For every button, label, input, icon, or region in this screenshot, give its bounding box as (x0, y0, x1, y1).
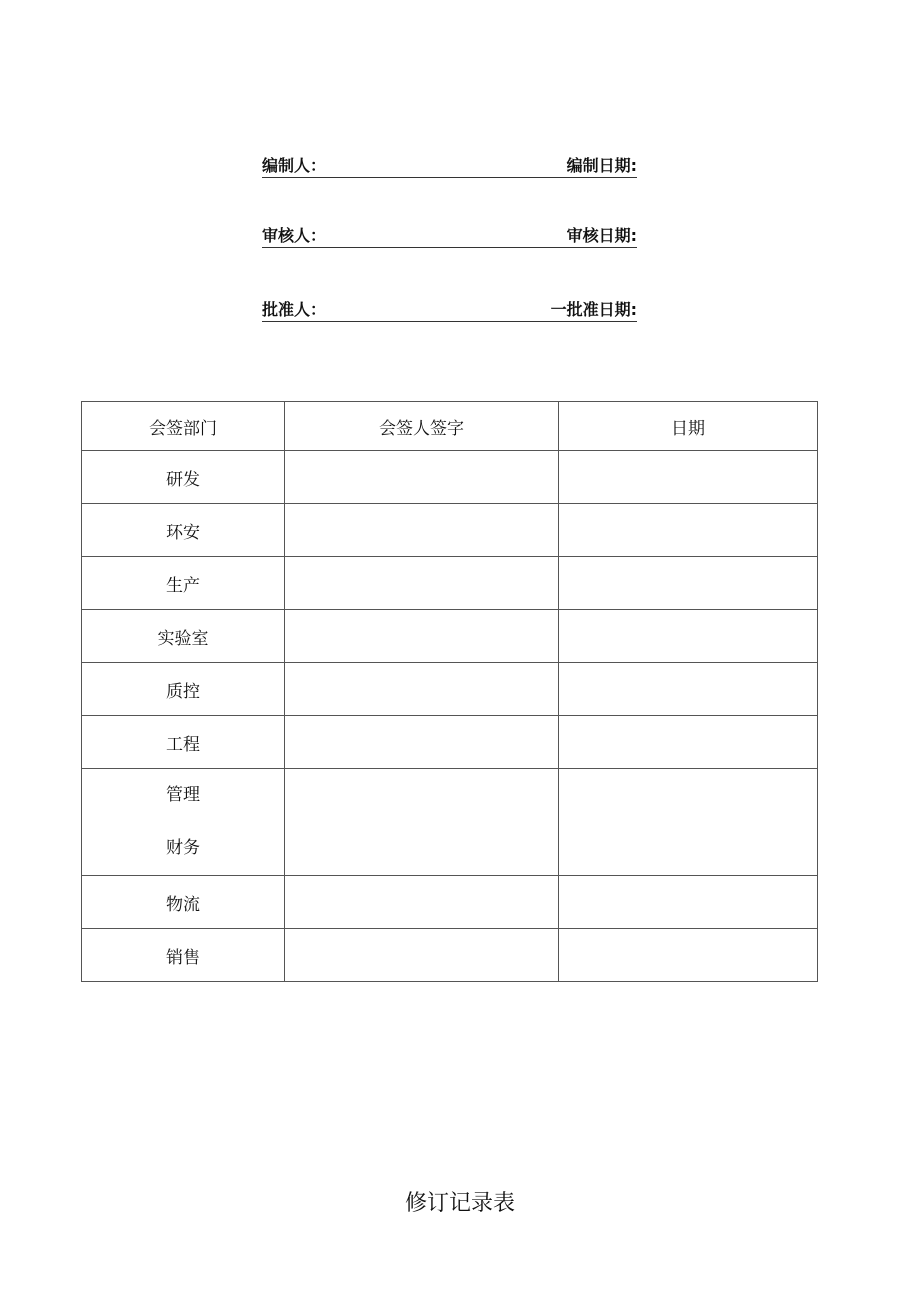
table-row (82, 504, 818, 557)
department-cell-stacked (82, 769, 285, 876)
header-department: 会签部门 (82, 402, 285, 451)
signature-cell[interactable] (285, 451, 559, 504)
table-row (82, 929, 818, 982)
approve-signature-line (262, 295, 637, 322)
approve-date-label: 一批准日期: (550, 300, 637, 319)
review-date-label: 审核日期: (566, 226, 637, 245)
department-cell: 销售 (82, 929, 285, 982)
table-row (82, 663, 818, 716)
reviewer-label: 审核人： (262, 226, 327, 245)
date-cell[interactable] (559, 451, 818, 504)
date-cell[interactable] (559, 929, 818, 982)
countersign-table (81, 401, 818, 982)
table-row (82, 876, 818, 929)
date-cell[interactable] (559, 663, 818, 716)
compiler-label: 编制人： (262, 156, 327, 175)
review-signature-line (262, 221, 637, 248)
date-cell[interactable] (559, 610, 818, 663)
department-cell: 物流 (82, 876, 285, 929)
signature-cell[interactable] (285, 504, 559, 557)
signature-cell[interactable] (285, 557, 559, 610)
signature-cell[interactable] (285, 876, 559, 929)
table-row (82, 557, 818, 610)
signature-cell[interactable] (285, 929, 559, 982)
signature-cell[interactable] (285, 716, 559, 769)
signature-cell[interactable] (285, 663, 559, 716)
date-cell[interactable] (559, 557, 818, 610)
department-cell: 生产 (82, 557, 285, 610)
table-row (82, 716, 818, 769)
department-cell: 质控 (82, 663, 285, 716)
header-date: 日期 (559, 402, 818, 451)
revision-record-title: 修订记录表 (404, 1191, 515, 1216)
department-label: 管理 (166, 785, 200, 805)
compile-signature-line (262, 151, 637, 178)
table-row (82, 769, 818, 876)
department-cell: 环安 (82, 504, 285, 557)
compile-date-label: 编制日期: (566, 156, 637, 175)
department-cell: 实验室 (82, 610, 285, 663)
department-label: 财务 (166, 838, 200, 858)
table-row (82, 610, 818, 663)
signature-cell[interactable] (285, 769, 559, 876)
date-cell[interactable] (559, 876, 818, 929)
table-header-row (82, 402, 818, 451)
department-cell: 工程 (82, 716, 285, 769)
date-cell[interactable] (559, 716, 818, 769)
department-cell: 研发 (82, 451, 285, 504)
header-signature: 会签人签字 (285, 402, 559, 451)
signature-cell[interactable] (285, 610, 559, 663)
approver-label: 批准人： (262, 300, 327, 319)
date-cell[interactable] (559, 504, 818, 557)
date-cell[interactable] (559, 769, 818, 876)
table-row (82, 451, 818, 504)
